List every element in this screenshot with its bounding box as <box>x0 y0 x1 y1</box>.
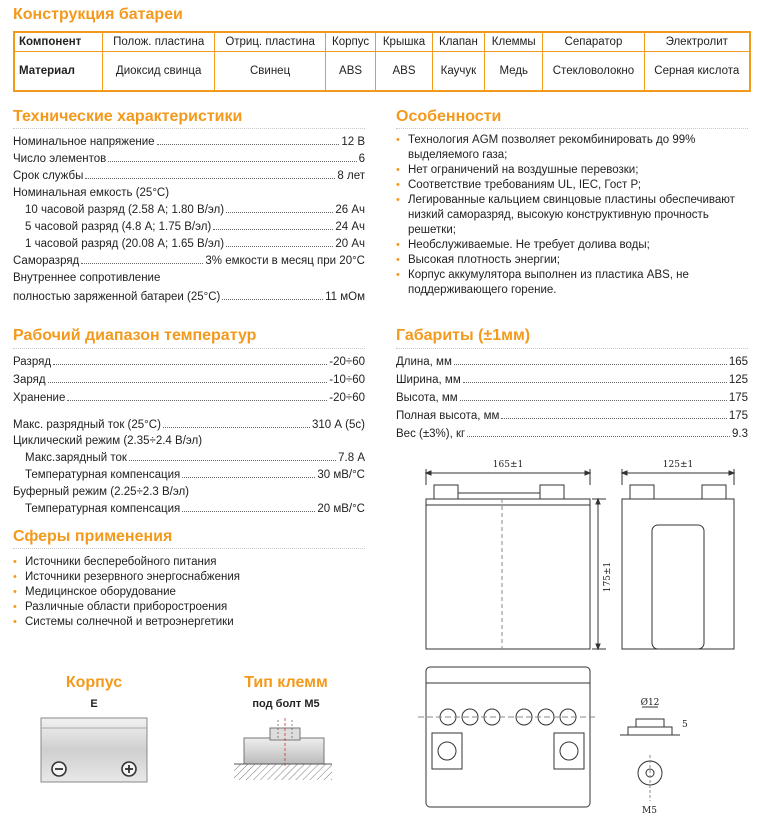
table-cell: Серная кислота <box>644 52 750 92</box>
spec-label: Циклический режим (2.35÷2.4 В/эл) <box>13 435 203 447</box>
terminal-subtitle: под болт M5 <box>252 698 320 710</box>
table-cell: Свинец <box>215 52 326 92</box>
spec-value: 11 мОм <box>325 291 365 303</box>
table-cell: Диоксид свинца <box>103 52 215 92</box>
thread-label: M5 <box>642 806 657 816</box>
spec-label: Число элементов <box>13 153 107 165</box>
list-item: • Корпус аккумулятора выполнен из пластика ABS, не поддерживающего горение. <box>396 268 752 298</box>
temp-specs <box>13 352 365 515</box>
spec-value: 175 <box>728 392 748 404</box>
hole-diameter-label: Ø12 <box>640 698 660 708</box>
spec-label: Хранение <box>13 392 66 404</box>
construction-title: Конструкция батареи <box>13 6 183 23</box>
height-label: 175±1 <box>603 561 613 593</box>
spec-value: 165 <box>728 356 748 368</box>
spec-row-temp-comp-cyclic <box>25 465 365 481</box>
terminal-title: Тип клемм <box>244 674 328 691</box>
dim-row-length <box>396 352 748 368</box>
dimensions-title: Габариты (±1мм) <box>396 327 531 344</box>
spec-value: -20÷60 <box>329 356 365 368</box>
spec-label: Саморазряд <box>13 255 80 267</box>
spec-row-discharge <box>13 352 365 368</box>
spec-row-cells <box>13 149 365 165</box>
spec-label: 10 часовой разряд (2.58 А; 1.80 В/эл) <box>25 204 225 216</box>
spec-row-capacity-header <box>13 183 365 199</box>
tech-title: Технические характеристики <box>13 108 243 125</box>
spec-value: 26 Ач <box>335 204 365 216</box>
spec-label: Высота, мм <box>396 392 458 404</box>
spec-label: Температурная компенсация <box>25 503 181 515</box>
spec-label: Длина, мм <box>396 356 452 368</box>
table-cell: ABS <box>376 52 432 92</box>
table-cell: Полож. пластина <box>103 32 215 52</box>
applications-list <box>13 555 363 630</box>
spec-label: Срок службы <box>13 170 84 182</box>
list-item: • Высокая плотность энергии; <box>396 253 752 268</box>
front-width-label: 165±1 <box>492 460 524 470</box>
construction-table <box>13 31 751 92</box>
spec-value: 125 <box>728 374 748 386</box>
spec-row-resistance-header <box>13 268 365 284</box>
divider <box>13 548 365 549</box>
spec-row-temp-comp-float <box>25 499 365 515</box>
spec-label: Разряд <box>13 356 52 368</box>
spec-value: -10÷60 <box>329 374 365 386</box>
list-item: • Соответствие требованиям UL, IEC, Гост Р; <box>396 178 752 193</box>
spec-label: Макс. разрядный ток (25°C) <box>13 419 161 431</box>
spec-row-cap1 <box>25 234 365 250</box>
spec-row-resistance <box>13 287 365 303</box>
case-illustration <box>40 714 150 784</box>
table-cell: Клеммы <box>485 32 543 52</box>
temp-title: Рабочий диапазон температур <box>13 327 257 344</box>
table-cell: Электролит <box>644 32 750 52</box>
table-cell: Корпус <box>325 32 375 52</box>
table-cell: Каучук <box>432 52 484 92</box>
spec-label: Макс.зарядный ток <box>25 452 127 464</box>
list-item: • Источники резервного энергоснабжения <box>13 570 363 585</box>
spec-value: 30 мВ/°C <box>317 469 365 481</box>
terminal-illustration <box>232 716 334 784</box>
spec-value: -20÷60 <box>329 392 365 404</box>
list-item: • Необслуживаемые. Не требует долива воды; <box>396 238 752 253</box>
list-item: • Легированные кальцием свинцовые пластины обеспечивают низкий саморазряд, высокую конструктивную прочность решетки; <box>396 193 752 238</box>
side-width-label: 125±1 <box>662 460 694 470</box>
features-title: Особенности <box>396 108 502 125</box>
spec-label: полностью заряженной батареи (25°C) <box>13 291 221 303</box>
list-item: • Системы солнечной и ветроэнергетики <box>13 615 363 630</box>
minus-terminal-icon <box>52 762 66 776</box>
spec-label: Буферный режим (2.25÷2.3 В/эл) <box>13 486 190 498</box>
list-item: • Нет ограничений на воздушные перевозки; <box>396 163 752 178</box>
divider <box>396 128 748 129</box>
list-item: • Медицинское оборудование <box>13 585 363 600</box>
spec-label: Ширина, мм <box>396 374 461 386</box>
spec-row-storage <box>13 388 365 404</box>
spec-label: 5 часовой разряд (4.8 А; 1.75 В/эл) <box>25 221 212 233</box>
spec-value: 3% емкости в месяц при 20°C <box>205 255 365 267</box>
spec-value: 12 В <box>341 136 365 148</box>
table-cell: ABS <box>325 52 375 92</box>
spec-value: 20 мВ/°C <box>317 503 365 515</box>
case-code: E <box>90 698 98 710</box>
spec-value: 20 Ач <box>335 238 365 250</box>
spec-label: Вес (±3%), кг <box>396 428 466 440</box>
spec-row-max-discharge <box>13 415 365 431</box>
table-cell: Стекловолокно <box>543 52 644 92</box>
table-cell: Клапан <box>432 32 484 52</box>
spec-value: 24 Ач <box>335 221 365 233</box>
spec-label: 1 часовой разряд (20.08 А; 1.65 В/эл) <box>25 238 225 250</box>
spec-row-float-header <box>13 482 365 498</box>
spec-row-self-discharge <box>13 251 365 267</box>
spec-value: 9.3 <box>732 428 748 440</box>
dim-row-height <box>396 388 748 404</box>
battery-dimension-drawing <box>410 455 760 820</box>
spec-row-max-charge <box>25 448 365 464</box>
spec-label: Номинальное напряжение <box>13 136 155 148</box>
spec-value: 310 А (5с) <box>311 419 365 431</box>
spec-value: 7.8 А <box>338 452 365 464</box>
spec-row-life <box>13 166 365 182</box>
spec-row-cap5 <box>25 217 365 233</box>
post-height-label: 5 <box>682 720 688 730</box>
table-row <box>14 32 750 52</box>
plus-terminal-icon <box>122 762 136 776</box>
spec-label: Полная высота, мм <box>396 410 500 422</box>
dim-row-width <box>396 370 748 386</box>
spec-label: Температурная компенсация <box>25 469 181 481</box>
spec-row-charge <box>13 370 365 386</box>
spec-value: 175 <box>728 410 748 422</box>
table-cell: Медь <box>485 52 543 92</box>
spec-value: 8 лет <box>337 170 365 182</box>
component-row-label: Компонент <box>14 32 103 52</box>
spec-row-cap10 <box>25 200 365 216</box>
spec-label: Заряд <box>13 374 46 386</box>
case-title: Корпус <box>65 674 123 691</box>
table-cell: Сепаратор <box>543 32 644 52</box>
applications-title: Сферы применения <box>13 528 173 545</box>
table-cell: Отриц. пластина <box>215 32 326 52</box>
table-cell: Крышка <box>376 32 432 52</box>
material-row-label: Материал <box>14 52 103 92</box>
spec-row-voltage <box>13 132 365 148</box>
tech-specs <box>13 132 365 312</box>
divider <box>396 348 748 349</box>
features-list <box>396 133 752 298</box>
divider <box>13 348 365 349</box>
spec-label: Номинальная емкость (25°C) <box>13 187 170 199</box>
list-item: • Технология AGM позволяет рекомбинировать до 99% выделяемого газа; <box>396 133 752 163</box>
dimension-specs <box>396 352 748 442</box>
spec-label: Внутреннее сопротивление <box>13 272 161 284</box>
spec-value: 6 <box>358 153 365 165</box>
dim-row-full-height <box>396 406 748 422</box>
list-item: • Источники бесперебойного питания <box>13 555 363 570</box>
table-row <box>14 52 750 92</box>
list-item: • Различные области приборостроения <box>13 600 363 615</box>
divider <box>13 128 365 129</box>
spec-row-cyclic-header <box>13 431 365 447</box>
dim-row-weight <box>396 424 748 440</box>
